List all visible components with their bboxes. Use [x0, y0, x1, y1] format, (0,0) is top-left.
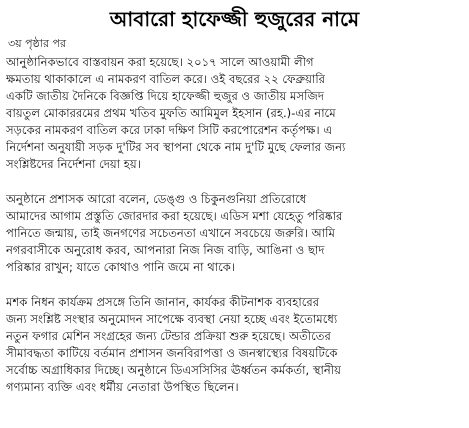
text-line: অনুষ্ঠানে প্রশাসক আরো বলেন, ডেঙ্গু ও চিকুনগুনিয়া প্রতিরোধে	[6, 192, 307, 206]
article-paragraph-3	[6, 294, 464, 396]
text-line: পানিতে জন্মায়, তাই জনগণের সচেতনতা এখানে সবচেয়ে জরুরি। আমি	[6, 226, 335, 240]
text-line: পরিষ্কার রাখুন; যাতে কোথাও পানি জমে না থাকে।	[6, 260, 236, 274]
text-line: সংশ্লিষ্টদের নির্দেশনা দেয়া হয়।	[6, 157, 141, 171]
text-line: নগরবাসীকে অনুরোধ করব, আপনারা নিজ নিজ বাড়ি, আঙিনা ও ছাদ	[6, 243, 325, 257]
text-line: জন্য সংশ্লিষ্ট সংস্থার অনুমোদন সাপেক্ষে ব্যবস্থা নেয়া হচ্ছে এবং ইতোমধ্যে	[6, 312, 338, 326]
text-line: সীমাবদ্ধতা কাটিয়ে বর্তমান প্রশাসন জনবিরাপত্তা ও জনস্বাস্থ্যের বিষয়টিকে	[6, 346, 338, 360]
text-line: নির্দেশনা অনুযায়ী সড়ক দু'টির সব স্থাপনা থেকে নাম দু'টি মুছে ফেলার জন্য	[6, 140, 346, 154]
continued-from-label: ৩য় পৃষ্ঠার পর	[8, 37, 67, 50]
article-headline: আবারো হাফেজ্জী হুজুরের নামে	[109, 7, 360, 31]
text-line: বায়তুল মোকাররমের প্রথম খতিব মুফতি আমিমুল ইহসান (রহ.)-এর নামে	[6, 106, 336, 120]
text-line: সর্বোচ্চ অগ্রাধিকার দিচ্ছে। অনুষ্ঠানে ডিএসসিসির ঊর্ধ্বতন কর্মকর্তা, স্থানীয়	[6, 363, 341, 377]
text-line: সড়কের নামকরণ বাতিল করে ঢাকা দক্ষিণ সিটি করপোরেশন কর্তৃপক্ষ। এ	[6, 123, 333, 137]
text-line: ক্ষমতায় থাকাকালে এ নামকরণ বাতিল করে। ওই বছরের ২২ ফেব্রুয়ারি	[6, 72, 326, 86]
article-paragraph-1	[6, 54, 464, 173]
text-line: আমাদের আগাম প্রস্তুতি জোরদার করা হয়েছে। এডিস মশা যেহেতু পরিষ্কার	[6, 209, 343, 223]
text-line: মশক নিধন কার্যক্রম প্রসঙ্গে তিনি জানান, কার্যকর কীটনাশক ব্যবহারের	[6, 295, 320, 309]
text-line: গণ্যমান্য ব্যক্তি এবং ধর্মীয় নেতারা উপস্থিত ছিলেন।	[6, 380, 239, 394]
text-line: নতুন ফগার মেশিন সংগ্রহের জন্য টেন্ডার প্রক্রিয়া শুরু হয়েছে। অতীতের	[6, 329, 331, 343]
text-line: আনুষ্ঠানিকভাবে বাস্তবায়ন করা হয়েছে। ২০১৭ সালে আওয়ামী লীগ	[6, 55, 314, 69]
text-line: একটি জাতীয় দৈনিকে বিজ্ঞপ্তি দিয়ে হাফেজ্জী হুজুর ও জাতীয় মসজিদ	[6, 89, 324, 103]
article-paragraph-2	[6, 191, 464, 276]
